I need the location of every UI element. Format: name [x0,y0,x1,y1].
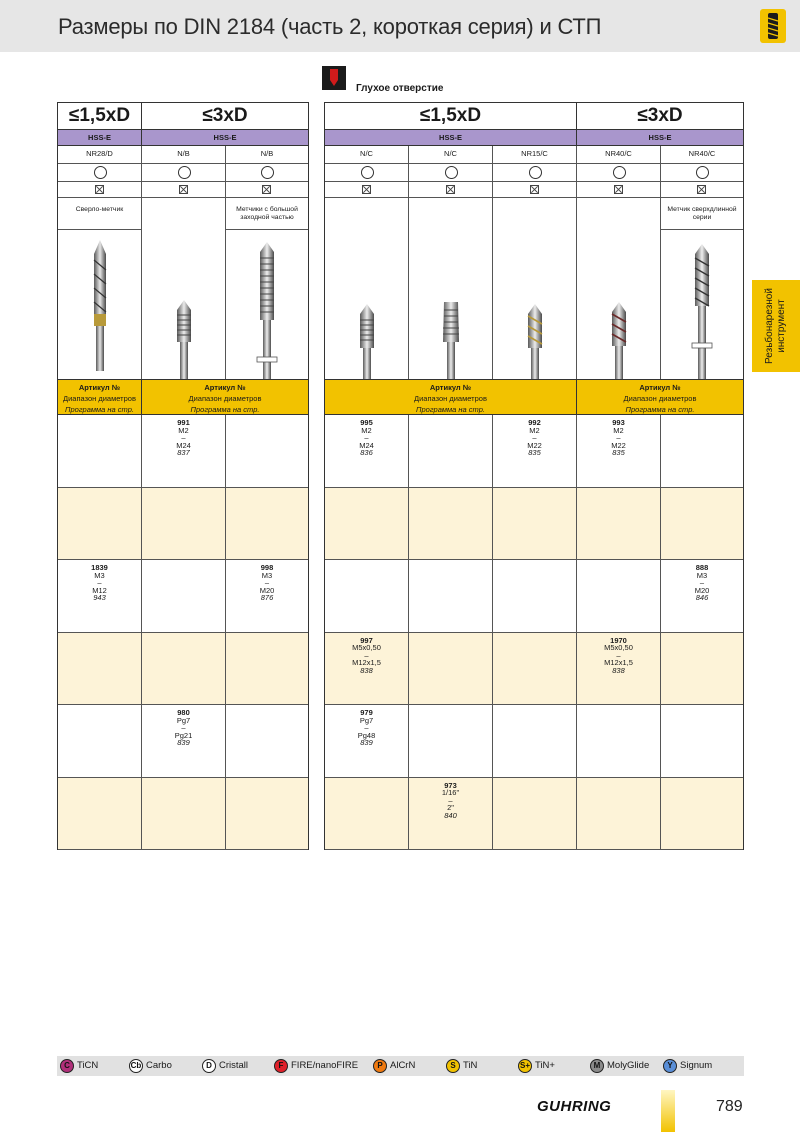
legend-item: D Cristall [202,1059,248,1073]
uncoated-cell [493,164,577,182]
catalog-page: 840 [444,810,457,820]
tool-type: N/B [142,146,226,164]
article-cell [409,705,493,778]
article-number: 973 [444,780,457,790]
diameter-range: Pg48 [357,730,376,740]
group-head: ≤3xD [142,103,308,130]
diameter-range: M3 [94,570,105,580]
cooling-cell [325,182,409,198]
tool-type: NR40/C [577,146,661,164]
cooling-cell [661,182,743,198]
tool-image-spiral-tap [493,230,577,379]
diameter-range: M5x0,50 [604,643,633,652]
tool-note: Метчик сверхдлинной серии [661,198,743,230]
article-number: 997 [360,635,373,645]
catalog-page: 835 [528,448,541,457]
crossed-box-icon [697,185,706,194]
info-band: Артикул № Диапазон диаметров Программа на стр. [58,379,142,415]
article-number: 998 [260,563,274,572]
article-cell [409,488,493,561]
diameter-range: M5x0,50 [352,643,381,652]
article-number: 979 [360,708,373,717]
article-cell [577,778,661,851]
coating-badge-icon: M [590,1059,604,1073]
coating-badge-icon: C [60,1059,74,1073]
article-cell [142,488,226,561]
diameter-range: M22 [611,440,626,450]
side-tab[interactable] [752,280,800,372]
article-number: 991 [177,418,190,427]
article-cell [493,415,577,488]
tool-note [142,198,226,230]
tool-image-tap-nc [325,230,409,379]
article-cell [58,633,142,706]
coating-badge-icon: Y [663,1059,677,1073]
legend-item: S+ TiN+ [519,1060,555,1071]
tool-image-tap-nc-pipe [409,230,493,379]
tool-note: Сверло-метчик [58,198,142,230]
diameter-range: M20 [259,585,275,595]
diameter-range: M2 [613,425,624,435]
tool-type: NR40/C [661,146,743,164]
catalog-page: 837 [177,448,190,457]
article-cell [226,633,308,706]
crossed-box-icon [262,185,271,194]
tool-type: NR15/C [493,146,577,164]
uncoated-cell [226,164,308,182]
legend-item: M MolyGlide [590,1059,649,1073]
diameter-range: – [616,433,621,442]
diameter-range: M12 [92,585,107,595]
group-head: ≤1,5xD [325,103,577,130]
diameter-range: Pg7 [359,715,374,725]
article-cell [577,488,661,561]
brand-logo: GUHRING [537,1098,612,1115]
crossed-box-icon [179,185,188,194]
drill-tap-image [58,230,142,379]
material-label: HSS-E [58,130,142,146]
catalog-page: 839 [360,738,373,747]
diameter-range: M24 [176,440,191,450]
circle-icon [529,166,542,179]
diameter-range: – [264,578,270,587]
article-number: 888 [695,563,709,572]
tap-image [325,230,409,379]
tool-note [409,198,493,230]
article-cell [409,778,493,851]
uncoated-cell [142,164,226,182]
circle-icon [613,166,626,179]
info-band: Артикул № Диапазон диаметров Программа на стр. [577,379,743,415]
diameter-range: M3 [261,570,273,580]
cooling-cell [142,182,226,198]
page-title: Размеры по DIN 2184 (часть 2, короткая серия) и СТП [58,14,602,39]
extra-long-tap-image [661,230,743,379]
article-cell [577,560,661,633]
legend-item: Y Signum [663,1059,712,1073]
thread-tap-icon [760,9,786,43]
article-cell [58,705,142,778]
crossed-box-icon [95,185,104,194]
article-cell [58,560,142,633]
diameter-range: – [97,578,102,587]
tool-note [325,198,409,230]
crossed-box-icon [614,185,623,194]
article-cell [325,778,409,851]
diameter-range: – [699,578,705,587]
diameter-range: – [364,723,369,732]
diameter-range: – [364,650,369,660]
diameter-range: 2" [447,803,454,812]
article-cell [661,560,743,633]
legend-item: F FIRE/nanoFIRE [274,1059,358,1073]
uncoated-cell [58,164,142,182]
article-cell [661,488,743,561]
right-tap-table [324,102,744,850]
article-cell [493,488,577,561]
diameter-range: M2 [361,425,372,435]
article-cell [142,560,226,633]
circle-icon [445,166,458,179]
article-cell [226,778,308,851]
catalog-page: 838 [360,665,373,675]
legend-item: P AlCrN [373,1059,415,1073]
article-number: 980 [177,708,190,717]
tool-image-long-lead-tap [226,230,308,379]
diameter-range: – [532,433,537,442]
diameter-range: M2 [529,425,540,435]
coating-badge-icon: F [274,1059,288,1073]
coating-badge-icon: Cb [129,1059,143,1073]
circle-icon [361,166,374,179]
diameter-range: M12x1,5 [604,658,633,667]
article-cell [325,705,409,778]
tool-type: N/C [325,146,409,164]
spiral-tap-image [493,230,577,379]
info-band: Артикул № Диапазон диаметров Программа на стр. [142,379,308,415]
material-label: HSS-E [325,130,577,146]
diameter-range: M24 [359,440,374,450]
tool-type: NR28/D [58,146,142,164]
coating-legend [57,1056,744,1076]
tap-image [142,230,226,379]
legend-item: C TiCN [60,1059,98,1073]
material-label: HSS-E [142,130,308,146]
diameter-range: M3 [696,570,708,580]
diameter-range: M22 [527,440,542,450]
material-label: HSS-E [577,130,743,146]
coating-badge-icon: P [373,1059,387,1073]
diameter-range: Pg7 [176,715,191,725]
tool-note [493,198,577,230]
article-cell [577,633,661,706]
tool-note [577,198,661,230]
article-cell [661,415,743,488]
legend-item: S TiN [446,1059,477,1073]
article-cell [226,415,308,488]
article-cell [493,778,577,851]
diameter-range: M2 [178,425,189,435]
long-lead-tap-image [226,230,308,379]
group-head: ≤3xD [577,103,743,130]
circle-icon [94,166,107,179]
circle-icon [261,166,274,179]
coating-badge-icon: D [202,1059,216,1073]
article-cell [493,633,577,706]
coating-badge-icon: S [446,1059,460,1073]
catalog-page: 943 [93,593,106,602]
article-cell [577,705,661,778]
article-cell [325,488,409,561]
article-number: 995 [360,418,373,427]
article-cell [577,415,661,488]
crossed-box-icon [530,185,539,194]
cooling-cell [577,182,661,198]
article-number: 993 [612,418,625,427]
tool-type: N/C [409,146,493,164]
article-cell [142,705,226,778]
article-cell [493,560,577,633]
diameter-range: M12x1,5 [352,658,381,667]
article-cell [325,633,409,706]
coating-badge-icon: S+ [518,1059,532,1073]
tool-note: Метчики с большой заходной частью [226,198,308,230]
crossed-box-icon [362,185,371,194]
diameter-range: Pg21 [174,730,193,740]
catalog-page: 836 [360,448,373,457]
page-number: 789 [716,1098,743,1115]
catalog-page: 835 [612,448,625,457]
diameter-range: – [448,795,453,805]
crossed-box-icon [446,185,455,194]
article-cell [409,633,493,706]
info-band: Артикул № Диапазон диаметров Программа на стр. [325,379,577,415]
diameter-range: – [181,433,186,442]
diameter-range: M20 [694,585,710,595]
tool-image-drill-tap [58,230,142,379]
side-tab-label: Резьбонарезной инструмент [764,288,787,364]
tool-type: N/B [226,146,308,164]
catalog-page: 838 [612,665,625,675]
catalog-page: 876 [260,593,274,602]
diameter-range: – [181,723,186,732]
catalog-page: 839 [177,738,190,747]
group-head: ≤1,5xD [58,103,142,130]
article-cell [142,633,226,706]
article-cell [226,560,308,633]
article-cell [661,633,743,706]
article-cell [325,560,409,633]
spiral-tap-image [577,230,661,379]
catalog-page: 846 [695,593,709,602]
diameter-range: 1/16" [441,788,460,797]
article-cell [409,560,493,633]
tool-image-spiral-tap-2 [577,230,661,379]
uncoated-cell [409,164,493,182]
article-cell [58,415,142,488]
article-cell [58,778,142,851]
pipe-tap-image [409,230,493,379]
uncoated-cell [577,164,661,182]
diameter-range: – [364,433,369,442]
diameter-range: – [616,650,621,660]
article-cell [142,778,226,851]
article-cell [325,415,409,488]
cooling-cell [493,182,577,198]
article-cell [58,488,142,561]
blind-hole-label: Глухое отверстие [356,83,444,94]
circle-icon [178,166,191,179]
uncoated-cell [661,164,743,182]
article-cell [661,778,743,851]
article-number: 992 [528,418,541,427]
cooling-cell [58,182,142,198]
legend-item: Cb Carbo [130,1060,172,1071]
article-cell [226,488,308,561]
footer-accent-bar [661,1090,675,1132]
article-cell [493,705,577,778]
tool-image-tap [142,230,226,379]
page-header [0,0,800,52]
left-tap-table [57,102,309,850]
tool-image-extra-long-tap [661,230,743,379]
article-cell [142,415,226,488]
cooling-cell [409,182,493,198]
cooling-cell [226,182,308,198]
article-cell [226,705,308,778]
uncoated-cell [325,164,409,182]
circle-icon [696,166,709,179]
article-number: 1839 [91,563,108,572]
article-cell [409,415,493,488]
article-number: 1970 [610,635,627,645]
article-cell [661,705,743,778]
blind-hole-icon [322,66,346,90]
